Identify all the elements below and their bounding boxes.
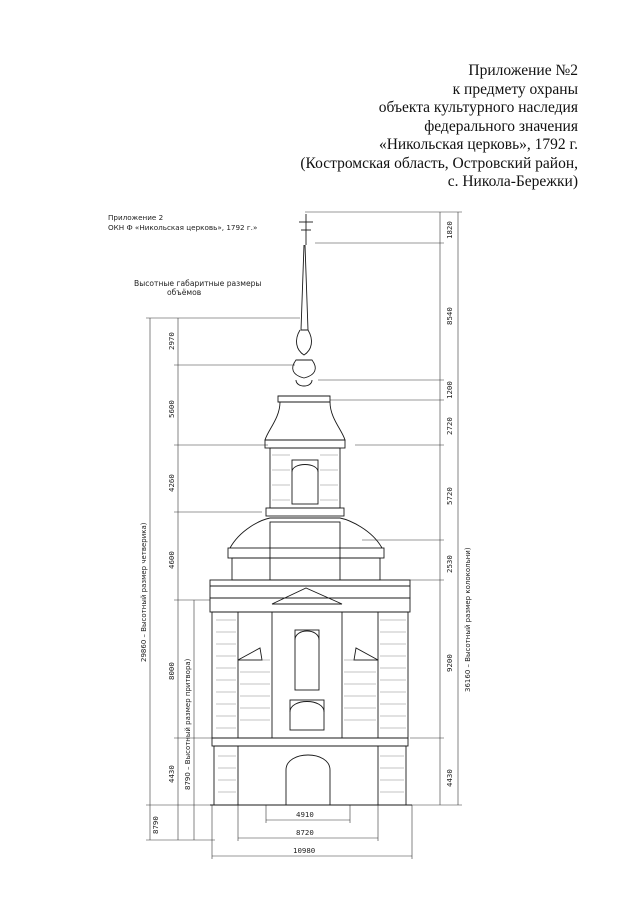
- right-dim-4: 5720: [445, 487, 454, 505]
- header-line: к предмету охраны: [452, 80, 578, 98]
- church-outline: [210, 214, 412, 805]
- appendix-label: Приложение 2: [108, 213, 164, 222]
- left-total-1: 8790 – Высотный размер притвора): [184, 658, 192, 790]
- right-dim-7: 4430: [445, 769, 454, 787]
- hatching: [216, 455, 406, 792]
- header-line: объекта культурного наследия: [378, 99, 578, 116]
- object-label: ОКН Ф «Никольская церковь», 1792 г.»: [108, 223, 258, 232]
- left-dim-0: 2970: [167, 332, 176, 350]
- right-dim-2: 1200: [445, 381, 454, 399]
- right-dim-5: 2530: [445, 555, 454, 573]
- right-total: 36160 – Высотный размер колокольни): [464, 547, 472, 692]
- right-dim-1: 8540: [445, 307, 454, 325]
- bottom-dim-1: 8720: [296, 828, 314, 837]
- left-dim-5: 4430: [167, 765, 176, 783]
- right-dim-6: 9200: [445, 654, 454, 672]
- header-line: с. Никола-Бережки): [447, 173, 578, 190]
- heights-title-2: объёмов: [167, 288, 202, 297]
- left-dim-3: 4600: [167, 551, 176, 569]
- left-dim-2: 4260: [167, 474, 176, 492]
- header-line: «Никольская церковь», 1792 г.: [378, 136, 578, 153]
- header-line: Приложение №2: [468, 62, 578, 79]
- header-line: (Костромская область, Островский район,: [300, 154, 578, 172]
- heights-title: Высотные габаритные размеры: [134, 279, 262, 288]
- right-dim-3: 2720: [445, 417, 454, 435]
- right-dim-0: 1820: [445, 221, 454, 239]
- bottom-dim-0: 4910: [296, 810, 314, 819]
- left-total-0: 29860 – Высотный размер четверика): [140, 522, 148, 662]
- dimension-lines: [146, 212, 462, 859]
- left-dim-6: 8790: [151, 816, 160, 834]
- left-dim-4: 8000: [167, 662, 176, 680]
- left-dim-1: 5600: [167, 400, 176, 418]
- header-line: федерального значения: [424, 117, 578, 135]
- bottom-dim-2: 10980: [293, 846, 316, 855]
